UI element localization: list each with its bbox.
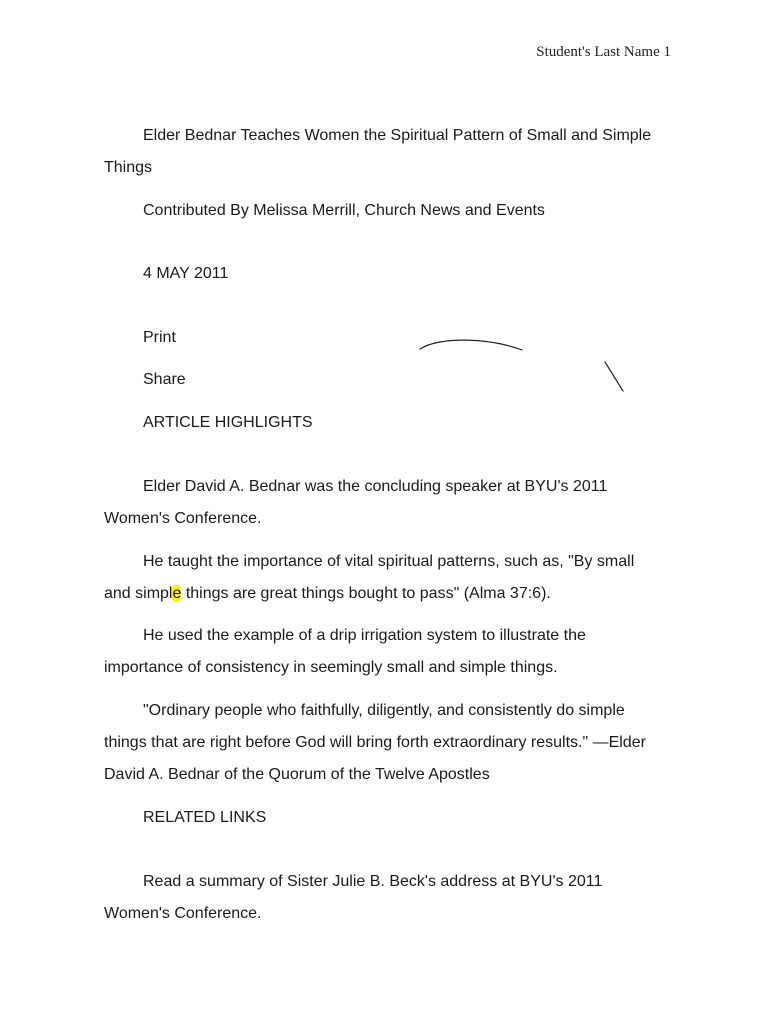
share-link[interactable]: Share [143,371,186,388]
related-heading: RELATED LINKS [143,809,267,826]
article-date: 4 MAY 2011 [143,265,229,282]
running-head: Student's Last Name 1 [536,44,671,60]
highlights-heading: ARTICLE HIGHLIGHTS [143,414,313,431]
highlight-2-text-a: He taught the importance of vital spiritual patterns, such as, "By small and simpl [104,553,635,602]
article-title-line1: Elder Bednar Teaches Women the Spiritual Pattern of Small and Simple [143,127,652,144]
highlight-2-text-b: things are great things bought to pass" (Alma 37:6). [181,585,551,602]
print-link[interactable]: Print [143,329,176,346]
yellow-highlight-mark: e [172,585,182,602]
quote-paragraph: "Ordinary people who faithfully, diligently, and consistently do simple things that are right before God will bring forth extraordinary results." —Elder David A. Bednar of the Quorum of the Twelve Apostles [104,702,646,783]
related-link-1[interactable]: Read a summary of Sister Julie B. Beck's address at BYU's 2011 Women's Conference. [104,873,603,922]
article-title-line2: Things [104,159,153,176]
article-title [104,120,664,184]
highlight-paragraph-3: He used the example of a drip irrigation system to illustrate the importance of consistency in seemingly small and simple things. [104,627,586,676]
byline: Contributed By Melissa Merrill, Church News and Events [143,202,545,219]
highlight-paragraph-2 [104,546,664,610]
highlight-paragraph-1: Elder David A. Bednar was the concluding speaker at BYU's 2011 Women's Conference. [104,478,608,527]
